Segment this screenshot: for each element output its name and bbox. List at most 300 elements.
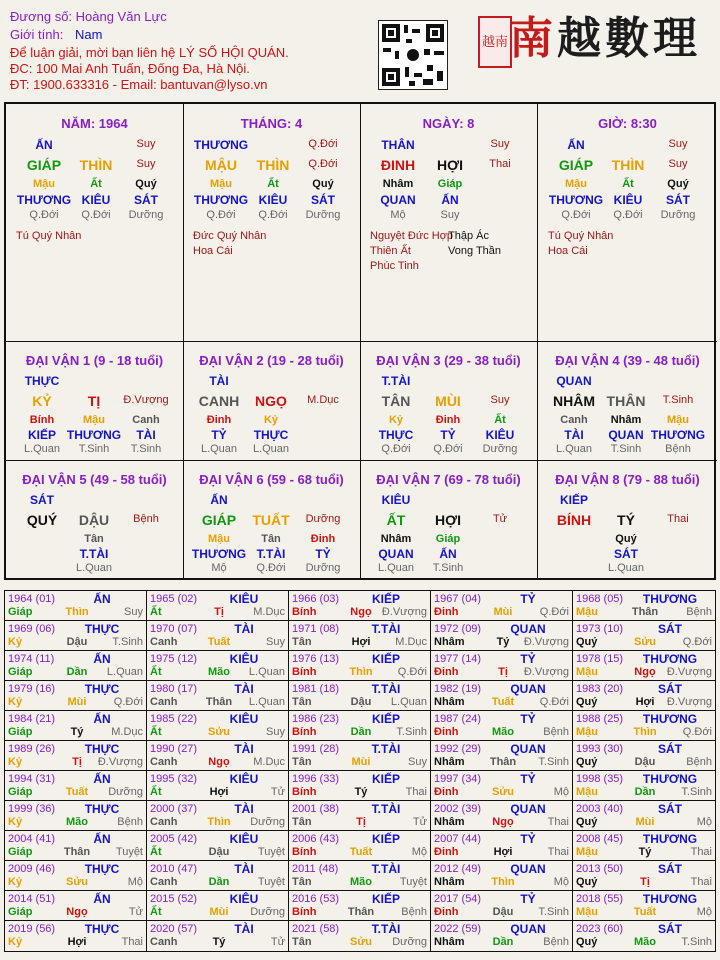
year-god: T.TÀI xyxy=(371,622,401,636)
year-label: 2020 (57) xyxy=(150,923,198,935)
year-cell xyxy=(573,591,715,621)
year-phase: T.Sinh xyxy=(538,756,569,768)
earthly-branch: THÌN xyxy=(611,157,645,173)
dai-van-branch: TÝ xyxy=(617,512,635,528)
dai-van-stem: ẤT xyxy=(386,512,406,528)
dai-van-hidden-phase: L.Quan xyxy=(607,562,645,574)
year-god: KIÊU xyxy=(229,832,259,846)
year-label: 1969 (06) xyxy=(8,623,56,635)
year-stem: Giáp xyxy=(8,786,33,798)
year-label: 2017 (54) xyxy=(434,893,482,905)
year-phase: T.Sinh xyxy=(396,726,427,738)
hidden-stem-phase: Dưỡng xyxy=(305,209,341,221)
dai-van-title: ĐẠI VẬN 5 (49 - 58 tuổi) xyxy=(22,472,167,487)
pillar-title: THÁNG: 4 xyxy=(240,116,303,131)
dai-van-hidden-phase: Mộ xyxy=(211,562,227,574)
year-phase: Đ.Vượng xyxy=(523,636,569,648)
year-phase: Bệnh xyxy=(117,816,143,828)
year-cell xyxy=(573,831,715,861)
year-phase: M.Dục xyxy=(253,756,285,768)
year-phase: Đ.Vượng xyxy=(523,666,569,678)
dai-van-hidden-stem: Quý xyxy=(615,533,637,545)
year-branch: Thân xyxy=(631,606,659,618)
year-phase: Mộ xyxy=(696,906,712,918)
year-god: KIÊU xyxy=(229,892,259,906)
hidden-stem: Mậu xyxy=(33,178,55,190)
year-stem: Tân xyxy=(292,756,312,768)
dai-van-title: ĐẠI VẬN 6 (59 - 68 tuổi) xyxy=(199,472,344,487)
dai-van-branch: DẬU xyxy=(78,512,110,528)
year-branch: Tuất xyxy=(633,906,657,918)
year-label: 2003 (40) xyxy=(576,803,624,815)
year-label: 1988 (25) xyxy=(576,713,624,725)
dai-van-title: ĐẠI VẬN 7 (69 - 78 tuổi) xyxy=(376,472,521,487)
dai-van-hidden-stem: Kỷ xyxy=(388,414,404,426)
year-branch: Tý xyxy=(354,786,368,798)
hidden-stem-phase: Dưỡng xyxy=(128,209,164,221)
year-god: TỶ xyxy=(520,832,536,846)
year-phase: Thai xyxy=(405,786,427,798)
year-cell xyxy=(573,621,715,651)
pillar-title: NGÀY: 8 xyxy=(422,116,475,131)
year-god: QUAN xyxy=(510,862,546,876)
dai-van-stem: BÍNH xyxy=(556,512,592,528)
year-label: 2002 (39) xyxy=(434,803,482,815)
year-stem: Kỷ xyxy=(8,876,23,888)
year-stem: Kỷ xyxy=(8,636,23,648)
year-phase: Mộ xyxy=(553,786,569,798)
year-branch: Dần xyxy=(350,726,372,738)
year-stem: Mậu xyxy=(576,786,598,798)
year-phase: L.Quan xyxy=(390,696,427,708)
year-cell xyxy=(431,681,573,711)
year-branch: Mão xyxy=(208,666,230,678)
dai-van-hidden-phase: Dưỡng xyxy=(305,562,341,574)
year-stem: Nhâm xyxy=(434,816,465,828)
year-label: 1973 (10) xyxy=(576,623,624,635)
year-god: THƯƠNG xyxy=(642,592,698,606)
year-phase: Bệnh xyxy=(543,726,569,738)
year-phase: M.Dục xyxy=(253,606,285,618)
year-stem: Kỷ xyxy=(8,756,23,768)
branch-phase: Suy xyxy=(668,158,688,170)
year-cell xyxy=(573,801,715,831)
year-label: 1987 (24) xyxy=(434,713,482,725)
hidden-stem-god: KIÊU xyxy=(81,193,111,207)
year-god: KIÊU xyxy=(229,652,259,666)
year-god: ẤN xyxy=(93,772,111,786)
dai-van-hidden-god: TỶ xyxy=(440,428,456,442)
year-branch: Dần xyxy=(208,876,230,888)
year-cell xyxy=(431,831,573,861)
year-stem: Ất xyxy=(150,726,162,738)
year-cell xyxy=(289,741,431,771)
dai-van-phase: T.Sinh xyxy=(662,394,694,406)
year-cell xyxy=(573,711,715,741)
dai-van-hidden-stem: Giáp xyxy=(435,533,461,545)
year-branch: Sửu xyxy=(349,936,373,948)
year-label: 1971 (08) xyxy=(292,623,340,635)
year-stem: Canh xyxy=(150,936,178,948)
year-phase: Mộ xyxy=(127,876,143,888)
year-god: TỶ xyxy=(520,712,536,726)
year-phase: Đ.Vượng xyxy=(666,666,712,678)
earthly-branch: THÌN xyxy=(256,157,290,173)
year-phase: L.Quan xyxy=(106,666,143,678)
logo-text: 南 越數理 xyxy=(509,13,701,64)
year-branch: Tý xyxy=(70,726,84,738)
year-label: 2006 (43) xyxy=(292,833,340,845)
year-label: 2014 (51) xyxy=(8,893,56,905)
year-label: 2013 (50) xyxy=(576,863,624,875)
dai-van-god: SÁT xyxy=(30,493,54,507)
year-branch: Mùi xyxy=(351,756,371,768)
year-label: 2011 (48) xyxy=(292,863,339,875)
hidden-stem-god: THƯƠNG xyxy=(16,193,72,207)
hidden-stem: Ất xyxy=(90,178,102,190)
dai-van-phase: Bệnh xyxy=(133,513,159,525)
dai-van-hidden-god: THƯƠNG xyxy=(66,428,122,442)
year-label: 1998 (35) xyxy=(576,773,624,785)
year-phase: Tuyệt xyxy=(257,846,285,858)
owner-name: Đương số: Hoàng Văn Lực xyxy=(10,9,167,24)
year-branch: Thìn xyxy=(207,816,231,828)
year-phase: M.Dục xyxy=(395,636,427,648)
dai-van-hidden-stem: Mậu xyxy=(667,414,689,426)
year-stem: Giáp xyxy=(8,606,33,618)
year-cell xyxy=(289,771,431,801)
dai-van-stem: GIÁP xyxy=(201,512,237,528)
pillar-chart xyxy=(4,102,716,580)
pillar-god-stem: THƯƠNG xyxy=(193,138,249,152)
hidden-stem-god: THƯƠNG xyxy=(548,193,604,207)
contact-line-3: ĐT: 1900.633316 - Email: bantuvan@lyso.vn xyxy=(10,77,268,92)
year-stem: Mậu xyxy=(576,726,598,738)
year-branch: Tý xyxy=(212,936,226,948)
year-phase: T.Sinh xyxy=(112,636,143,648)
hidden-stem-phase: Q.Đới xyxy=(561,209,591,221)
year-god: TỶ xyxy=(520,772,536,786)
dai-van-hidden-god: THỰC xyxy=(253,428,289,442)
year-cell xyxy=(431,651,573,681)
year-label: 2021 (58) xyxy=(292,923,340,935)
year-cell xyxy=(289,861,431,891)
year-branch: Tị xyxy=(498,666,508,678)
year-stem: Bính xyxy=(292,726,317,738)
year-label: 1968 (05) xyxy=(576,593,624,605)
year-branch: Dần xyxy=(66,666,88,678)
dai-van-hidden-phase: Bệnh xyxy=(665,443,691,455)
year-stem: Ất xyxy=(150,846,162,858)
year-god: THỰC xyxy=(84,742,120,756)
year-god: QUAN xyxy=(510,742,546,756)
dai-van-god: KIẾP xyxy=(559,493,589,507)
auxiliary-star: Thiên Ất xyxy=(370,245,411,257)
auxiliary-star: Hoa Cái xyxy=(548,245,588,257)
dai-van-phase: Suy xyxy=(490,394,510,406)
dai-van-branch: HỢI xyxy=(435,512,461,528)
hidden-stem-god: SÁT xyxy=(666,193,690,207)
year-god: ẤN xyxy=(93,712,111,726)
year-god: ẤN xyxy=(93,652,111,666)
year-god: SÁT xyxy=(658,922,682,936)
year-label: 1967 (04) xyxy=(434,593,482,605)
year-cell xyxy=(5,891,147,921)
hidden-stem-god: QUAN xyxy=(380,193,416,207)
year-branch: Thân xyxy=(205,696,233,708)
dai-van-title: ĐẠI VẬN 8 (79 - 88 tuổi) xyxy=(555,472,700,487)
hidden-stem-phase: Q.Đới xyxy=(29,209,59,221)
year-god: KIẾP xyxy=(371,832,400,846)
dai-van-hidden-stem: Đinh xyxy=(435,414,461,426)
hidden-stem-god: ẤN xyxy=(441,193,459,207)
auxiliary-star: Phúc Tinh xyxy=(370,260,419,272)
year-stem: Quý xyxy=(576,816,598,828)
dai-van-hidden-stem: Bính xyxy=(29,414,55,426)
dai-van-hidden-stem: Nhâm xyxy=(610,414,642,426)
year-label: 1986 (23) xyxy=(292,713,340,725)
year-stem: Kỷ xyxy=(8,696,23,708)
dai-van-title: ĐẠI VẬN 4 (39 - 48 tuổi) xyxy=(555,353,700,368)
year-god: SÁT xyxy=(658,622,682,636)
dai-van-hidden-god: TÀI xyxy=(564,428,584,442)
dai-van-cell xyxy=(360,461,538,580)
year-label: 2005 (42) xyxy=(150,833,198,845)
year-stem: Nhâm xyxy=(434,756,465,768)
dai-van-god: TÀI xyxy=(209,374,229,388)
year-cell xyxy=(147,891,289,921)
year-stem: Giáp xyxy=(8,726,33,738)
qr-code-icon xyxy=(378,20,448,90)
year-cell xyxy=(431,711,573,741)
year-label: 1974 (11) xyxy=(8,653,55,665)
year-cell xyxy=(147,831,289,861)
dai-van-cell xyxy=(360,342,538,461)
year-phase: Thai xyxy=(121,936,143,948)
year-god: KIÊU xyxy=(229,772,259,786)
dai-van-hidden-god: THỰC xyxy=(378,428,414,442)
dai-van-hidden-god: THƯƠNG xyxy=(650,428,706,442)
year-branch: Thân xyxy=(489,756,517,768)
year-label: 1979 (16) xyxy=(8,683,56,695)
year-label: 2022 (59) xyxy=(434,923,482,935)
year-stem: Bính xyxy=(292,906,317,918)
year-cell xyxy=(573,771,715,801)
year-branch: Tị xyxy=(640,876,650,888)
dai-van-hidden-stem: Ất xyxy=(494,414,506,426)
dai-van-hidden-god: ẤN xyxy=(439,547,457,561)
pillar-god-stem: THÂN xyxy=(381,138,415,152)
dai-van-hidden-stem: Kỷ xyxy=(263,414,279,426)
dai-van-title: ĐẠI VẬN 1 (9 - 18 tuổi) xyxy=(25,353,164,368)
year-label: 1976 (13) xyxy=(292,653,340,665)
year-god: THƯƠNG xyxy=(642,652,698,666)
dai-van-hidden-phase: L.Quan xyxy=(377,562,415,574)
year-branch: Mão xyxy=(492,726,514,738)
pillar-stem-phase: Q.Đới xyxy=(308,138,338,150)
dai-van-hidden-god: TỶ xyxy=(211,428,227,442)
dai-van-cell xyxy=(538,461,717,580)
year-god: THỰC xyxy=(84,682,120,696)
dai-van-hidden-phase: L.Quan xyxy=(75,562,113,574)
year-cell xyxy=(5,651,147,681)
earthly-branch: HỢI xyxy=(437,157,463,173)
year-phase: Q.Đới xyxy=(682,726,712,738)
year-god: THƯƠNG xyxy=(642,712,698,726)
year-branch: Mùi xyxy=(67,696,87,708)
dai-van-phase: Thai xyxy=(667,513,689,525)
year-god: TÀI xyxy=(234,622,254,636)
dai-van-hidden-phase: L.Quan xyxy=(200,443,238,455)
dai-van-hidden-phase: L.Quan xyxy=(252,443,290,455)
year-label: 1990 (27) xyxy=(150,743,198,755)
year-label: 2004 (41) xyxy=(8,833,56,845)
year-phase: T.Sinh xyxy=(681,786,712,798)
year-branch: Dậu xyxy=(350,696,372,708)
dai-van-god: THỰC xyxy=(24,374,60,388)
year-label: 2008 (45) xyxy=(576,833,624,845)
year-branch: Thìn xyxy=(491,876,515,888)
year-god: TỶ xyxy=(520,892,536,906)
year-stem: Bính xyxy=(292,666,317,678)
year-stem: Ất xyxy=(150,666,162,678)
year-god: SÁT xyxy=(658,742,682,756)
hidden-stem: Giáp xyxy=(437,178,463,190)
year-cell xyxy=(573,861,715,891)
pillar-stem-phase: Suy xyxy=(136,138,156,150)
year-stem: Mậu xyxy=(576,606,598,618)
year-stem: Ất xyxy=(150,906,162,918)
year-cell xyxy=(5,831,147,861)
dai-van-hidden-phase: Q.Đới xyxy=(256,562,286,574)
year-phase: Q.Đới xyxy=(539,606,569,618)
year-phase: T.Sinh xyxy=(681,936,712,948)
year-god: SÁT xyxy=(658,682,682,696)
dai-van-hidden-phase: Q.Đới xyxy=(381,443,411,455)
year-cell xyxy=(289,681,431,711)
heavenly-stem: ĐINH xyxy=(380,157,416,173)
year-stem: Nhâm xyxy=(434,876,465,888)
year-label: 1983 (20) xyxy=(576,683,624,695)
dai-van-branch: THÂN xyxy=(606,393,646,409)
dai-van-hidden-god: KIẾP xyxy=(27,428,57,442)
dai-van-stem: QUÝ xyxy=(26,512,58,528)
year-branch: Mùi xyxy=(493,606,513,618)
hidden-stem-god: KIÊU xyxy=(613,193,643,207)
year-stem: Nhâm xyxy=(434,696,465,708)
dai-van-title: ĐẠI VẬN 3 (29 - 38 tuổi) xyxy=(376,353,521,368)
year-stem: Mậu xyxy=(576,906,598,918)
year-cell xyxy=(431,771,573,801)
auxiliary-star-bad: Thập Ác xyxy=(448,230,489,242)
year-label: 1992 (29) xyxy=(434,743,482,755)
year-cell xyxy=(5,681,147,711)
year-god: ẤN xyxy=(93,892,111,906)
year-branch: Sửu xyxy=(633,636,657,648)
year-label: 1970 (07) xyxy=(150,623,198,635)
year-label: 1965 (02) xyxy=(150,593,198,605)
year-stem: Quý xyxy=(576,636,598,648)
dai-van-god: T.TÀI xyxy=(381,374,411,388)
year-stem: Mậu xyxy=(576,846,598,858)
dai-van-title: ĐẠI VẬN 2 (19 - 28 tuổi) xyxy=(199,353,344,368)
dai-van-cell xyxy=(183,461,361,580)
dai-van-hidden-stem: Mậu xyxy=(83,414,105,426)
year-cell xyxy=(147,711,289,741)
dai-van-hidden-god: THƯƠNG xyxy=(191,547,247,561)
year-branch: Tị xyxy=(356,816,366,828)
contact-line-2: ĐC: 100 Mai Anh Tuấn, Đống Đa, Hà Nội. xyxy=(10,61,250,76)
year-phase: Bệnh xyxy=(543,936,569,948)
year-cell xyxy=(5,591,147,621)
hidden-stem-phase: Q.Đới xyxy=(81,209,111,221)
year-stem: Giáp xyxy=(8,666,33,678)
contact-line-1: Để luận giải, mời bạn liên hệ LÝ SỐ HỘI QUÁN. xyxy=(10,45,289,60)
year-label: 1977 (14) xyxy=(434,653,482,665)
dai-van-phase: Tử xyxy=(492,513,508,525)
year-cell xyxy=(431,621,573,651)
year-branch: Dần xyxy=(492,936,514,948)
year-stem: Canh xyxy=(150,636,178,648)
year-branch: Hợi xyxy=(67,936,87,948)
year-cell xyxy=(431,801,573,831)
year-branch: Thìn xyxy=(633,726,657,738)
year-cell xyxy=(573,681,715,711)
auxiliary-star: Tú Quý Nhân xyxy=(548,230,614,242)
year-god: TỶ xyxy=(520,652,536,666)
year-cell xyxy=(147,861,289,891)
year-phase: Tử xyxy=(270,936,285,948)
year-label: 2000 (37) xyxy=(150,803,198,815)
year-label: 2019 (56) xyxy=(8,923,56,935)
year-stem: Quý xyxy=(576,756,598,768)
year-god: KIẾP xyxy=(371,772,400,786)
year-label: 1996 (33) xyxy=(292,773,340,785)
year-god: ẤN xyxy=(93,832,111,846)
dai-van-hidden-god: TỶ xyxy=(315,547,331,561)
year-god: THỰC xyxy=(84,802,120,816)
year-label: 2010 (47) xyxy=(150,863,198,875)
year-branch: Mão xyxy=(350,876,372,888)
dai-van-hidden-god: SÁT xyxy=(614,547,638,561)
year-cell xyxy=(289,591,431,621)
year-god: QUAN xyxy=(510,622,546,636)
year-cell xyxy=(573,741,715,771)
year-cell xyxy=(147,621,289,651)
year-cell xyxy=(289,651,431,681)
year-label: 1978 (15) xyxy=(576,653,624,665)
year-phase: Dưỡng xyxy=(250,816,285,828)
year-stem: Canh xyxy=(150,696,178,708)
year-branch: Ngọ xyxy=(492,816,514,828)
year-god: SÁT xyxy=(658,862,682,876)
pillar-cell xyxy=(360,104,538,342)
dai-van-hidden-stem: Nhâm xyxy=(380,533,412,545)
header-info xyxy=(10,10,370,92)
year-branch: Tý xyxy=(638,846,652,858)
dai-van-hidden-phase: L.Quan xyxy=(23,443,61,455)
heavenly-stem: GIÁP xyxy=(26,157,62,173)
hidden-stem-god: SÁT xyxy=(311,193,335,207)
dai-van-hidden-stem: Tân xyxy=(84,533,104,545)
year-cell xyxy=(431,861,573,891)
year-stem: Tân xyxy=(292,816,312,828)
year-god: TÀI xyxy=(234,802,254,816)
year-cell xyxy=(289,801,431,831)
year-phase: Thai xyxy=(547,816,569,828)
year-branch: Mão xyxy=(634,936,656,948)
year-god: THƯƠNG xyxy=(642,772,698,786)
